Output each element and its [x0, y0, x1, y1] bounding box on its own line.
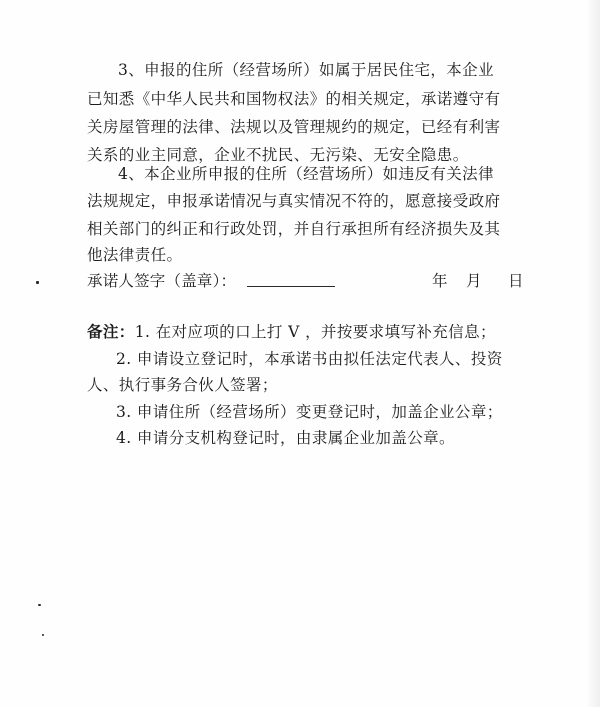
paragraph-3-line-3: 关房屋管理的法律、法规以及管理规约的规定，已经有利害: [87, 118, 501, 136]
scan-speck: [38, 604, 41, 606]
scan-edge-shade: [586, 0, 600, 707]
note-item-2-line-1: 2. 申请设立登记时，本承诺书由拟任法定代表人、投资: [116, 350, 503, 368]
signature-label: 承诺人签字（盖章）：: [87, 272, 237, 290]
paragraph-4-line-2: 法规规定，申报承诺情况与真实情况不符的，愿意接受政府: [87, 192, 501, 210]
note-item-3: 3. 申请住所（经营场所）变更登记时，加盖企业公章；: [116, 403, 503, 421]
note-item-2-line-2: 人、执行事务合伙人签署；: [87, 376, 278, 394]
paragraph-3-line-4: 关系的业主同意，企业不扰民、无污染、无安全隐患。: [87, 146, 469, 164]
signature-line: [247, 286, 335, 287]
paragraph-3-line-1: 3、申报的住所（经营场所）如属于居民住宅，本企业: [118, 61, 494, 79]
paragraph-4-line-3: 相关部门的纠正和行政处罚，并自行承担所有经济损失及其: [87, 220, 501, 238]
notes-line-1: [87, 322, 496, 342]
note-item-4: 4. 申请分支机构登记时，由隶属企业加盖公章。: [116, 429, 455, 447]
paragraph-3-line-2: 已知悉《中华人民共和国物权法》的相关规定，承诺遵守有: [87, 90, 501, 108]
scan-speck: [42, 634, 44, 636]
date-day: 日: [508, 272, 524, 290]
paragraph-4-line-1: 4、本企业所申报的住所（经营场所）如违反有关法律: [118, 165, 494, 183]
paragraph-4-line-4: 他法律责任。: [87, 246, 183, 264]
note-item-1: 1. 在对应项的口上打 V ，并按要求填写补充信息；: [134, 323, 496, 341]
notes-label: 备注：: [87, 322, 135, 341]
scan-speck: [36, 281, 39, 284]
date-month: 月: [466, 272, 482, 290]
date-year: 年: [432, 272, 448, 290]
